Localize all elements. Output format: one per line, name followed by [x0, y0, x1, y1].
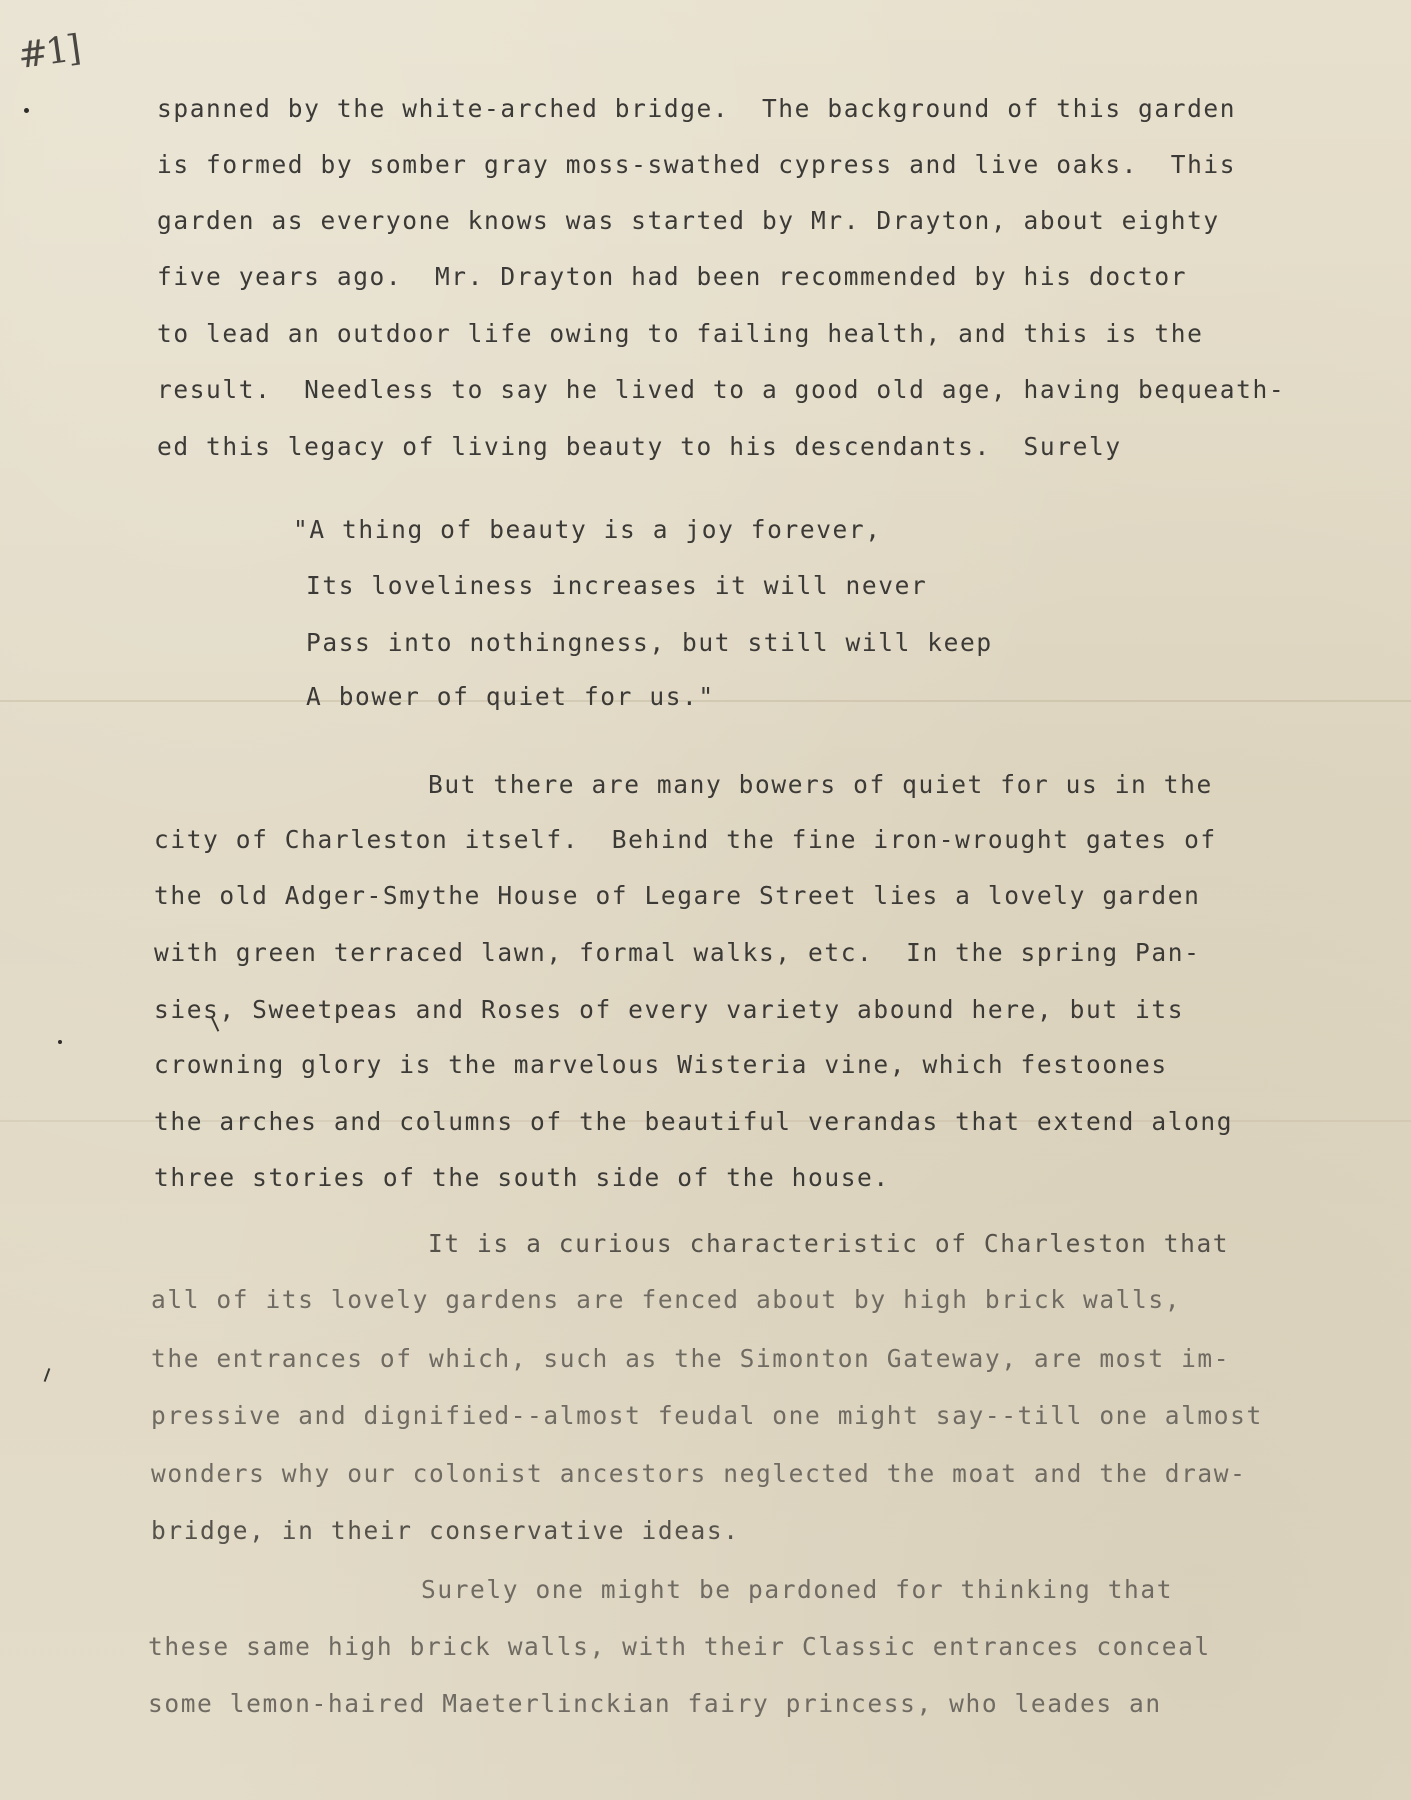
- text-line: wonders why our colonist ancestors neglected the moat and the draw-: [151, 1459, 1247, 1488]
- text-line: result. Needless to say he lived to a good old age, having bequeath-: [157, 375, 1286, 404]
- quote-line: "A thing of beauty is a joy forever,: [293, 515, 882, 544]
- text-line: ed this legacy of living beauty to his descendants. Surely: [157, 432, 1122, 461]
- ink-mark: [44, 1368, 51, 1382]
- text-line: crowning glory is the marvelous Wisteria vine, which festoones: [154, 1050, 1168, 1079]
- text-line: But there are many bowers of quiet for us in the: [428, 770, 1213, 799]
- text-line: to lead an outdoor life owing to failing health, and this is the: [157, 319, 1204, 348]
- text-line: bridge, in their conservative ideas.: [151, 1516, 740, 1545]
- quote-line: Pass into nothingness, but still will keep: [306, 628, 993, 657]
- text-line: five years ago. Mr. Drayton had been recommended by his doctor: [157, 262, 1188, 291]
- ink-speck: [24, 108, 29, 113]
- quote-line: Its loveliness increases it will never: [306, 571, 928, 600]
- text-line: city of Charleston itself. Behind the fine iron-wrought gates of: [154, 825, 1217, 854]
- ink-speck: [58, 1040, 62, 1044]
- text-line: all of its lovely gardens are fenced about by high brick walls,: [151, 1285, 1182, 1314]
- text-line: It is a curious characteristic of Charleston that: [428, 1229, 1230, 1258]
- text-line: sies, Sweetpeas and Roses of every variety abound here, but its: [154, 995, 1185, 1024]
- text-line: the old Adger-Smythe House of Legare Street lies a lovely garden: [154, 881, 1201, 910]
- text-line: pressive and dignified--almost feudal one might say--till one almost: [151, 1401, 1263, 1430]
- quote-line: A bower of quiet for us.": [306, 682, 715, 711]
- text-line: three stories of the south side of the house.: [154, 1163, 890, 1192]
- text-line: some lemon-haired Maeterlinckian fairy princess, who leades an: [148, 1689, 1162, 1718]
- text-line: with green terraced lawn, formal walks, etc. In the spring Pan-: [154, 938, 1201, 967]
- text-line: garden as everyone knows was started by Mr. Drayton, about eighty: [157, 206, 1220, 235]
- text-line: Surely one might be pardoned for thinking that: [421, 1575, 1174, 1604]
- text-line: the arches and columns of the beautiful verandas that extend along: [154, 1107, 1234, 1136]
- text-line: is formed by somber gray moss-swathed cypress and live oaks. This: [157, 150, 1237, 179]
- text-line: the entrances of which, such as the Simonton Gateway, are most im-: [151, 1344, 1231, 1373]
- text-line: these same high brick walls, with their Classic entrances conceal: [148, 1632, 1211, 1661]
- page-number-mark: #1]: [15, 27, 82, 78]
- text-line: spanned by the white-arched bridge. The background of this garden: [157, 94, 1237, 123]
